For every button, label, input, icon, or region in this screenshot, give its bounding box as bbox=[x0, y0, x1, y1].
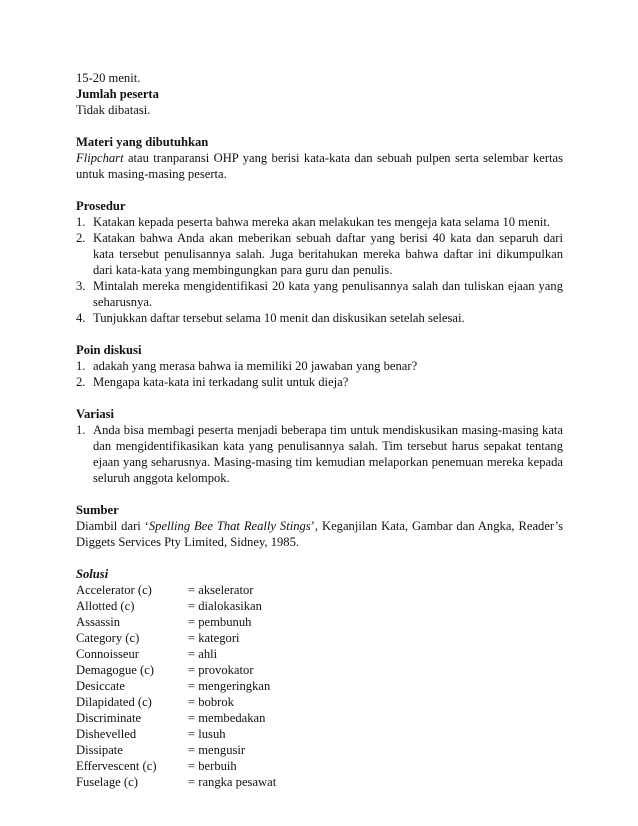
poin-list bbox=[76, 358, 563, 390]
prosedur-heading: Prosedur bbox=[76, 199, 126, 213]
list-text: Tunjukkan daftar tersebut selama 10 menit dan diskusikan setelah selesai. bbox=[93, 311, 465, 325]
solusi-heading: Solusi bbox=[76, 567, 109, 581]
list-number: 2. bbox=[76, 375, 86, 389]
solusi-table bbox=[76, 582, 276, 790]
table-row bbox=[76, 598, 276, 614]
solusi-term: Effervescent (c) bbox=[76, 759, 157, 773]
solusi-meaning: = pembunuh bbox=[188, 615, 252, 629]
table-row bbox=[76, 710, 276, 726]
list-number: 1. bbox=[76, 359, 86, 373]
sumber-text bbox=[76, 518, 563, 550]
solusi-term: Category (c) bbox=[76, 631, 140, 645]
list-item bbox=[76, 310, 563, 326]
solusi-term: Connoisseur bbox=[76, 647, 139, 661]
list-text: adakah yang merasa bahwa ia memiliki 20 jawaban yang benar? bbox=[93, 359, 418, 373]
variasi-list bbox=[76, 422, 563, 486]
list-number: 4. bbox=[76, 311, 86, 325]
solusi-term: Dishevelled bbox=[76, 727, 137, 741]
solusi-meaning: = berbuih bbox=[188, 759, 237, 773]
table-row bbox=[76, 726, 276, 742]
list-text: Mintalah mereka mengidentifikasi 20 kata yang penulisannya salah dan tuliskan ejaan yang seharusnya. bbox=[93, 279, 563, 309]
solusi-meaning: = lusuh bbox=[188, 727, 226, 741]
section-sumber bbox=[76, 502, 563, 550]
table-row bbox=[76, 630, 276, 646]
intro-time: 15-20 menit. bbox=[76, 71, 141, 85]
solusi-term: Discriminate bbox=[76, 711, 142, 725]
materi-heading: Materi yang dibutuhkan bbox=[76, 135, 209, 149]
solusi-term: Assassin bbox=[76, 615, 121, 629]
solusi-term: Desiccate bbox=[76, 679, 125, 693]
solusi-meaning: = akselerator bbox=[188, 583, 254, 597]
table-row bbox=[76, 662, 276, 678]
section-materi bbox=[76, 134, 563, 182]
solusi-meaning: = kategori bbox=[188, 631, 240, 645]
solusi-meaning: = membedakan bbox=[188, 711, 266, 725]
table-row bbox=[76, 646, 276, 662]
solusi-meaning: = ahli bbox=[188, 647, 218, 661]
solusi-meaning: = provokator bbox=[188, 663, 254, 677]
list-text: Anda bisa membagi peserta menjadi beberapa tim untuk mendiskusikan masing-masing kata dan mengidentifikasikan kata yang penulisannya salah. Tim tersebut harus sepakat tentang ejaan yang seharusnya. Masing-masing tim kemudian melaporkan penemuan mereka kepada seluruh anggota kelompok. bbox=[93, 423, 563, 485]
solusi-term: Dilapidated (c) bbox=[76, 695, 152, 709]
prosedur-list bbox=[76, 214, 563, 326]
variasi-heading: Variasi bbox=[76, 407, 115, 421]
table-row bbox=[76, 758, 276, 774]
section-jumlah-peserta bbox=[76, 86, 563, 118]
jumlah-text: Tidak dibatasi. bbox=[76, 103, 151, 117]
list-text: Mengapa kata-kata ini terkadang sulit untuk dieja? bbox=[93, 375, 349, 389]
list-text: Katakan kepada peserta bahwa mereka akan melakukan tes mengeja kata selama 10 menit. bbox=[93, 215, 551, 229]
table-row bbox=[76, 614, 276, 630]
materi-text bbox=[76, 150, 563, 182]
table-row bbox=[76, 774, 276, 790]
list-number: 1. bbox=[76, 423, 86, 437]
section-poin-diskusi bbox=[76, 342, 563, 390]
solusi-term: Demagogue (c) bbox=[76, 663, 154, 677]
list-text: Katakan bahwa Anda akan meberikan sebuah daftar yang berisi 40 kata dan separuh dari kata tersebut penulisannya salah. Juga beritahukan mereka bahwa daftar ini dikumpulkan dari kata-kata yang membingungkan para guru dan penulis. bbox=[93, 231, 563, 277]
poin-heading: Poin diskusi bbox=[76, 343, 142, 357]
table-row bbox=[76, 582, 276, 598]
list-item bbox=[76, 358, 563, 374]
list-item bbox=[76, 214, 563, 230]
list-number: 3. bbox=[76, 279, 86, 293]
materi-italic-lead: Flipchart bbox=[76, 151, 124, 165]
solusi-term: Accelerator (c) bbox=[76, 583, 152, 597]
materi-body: atau tranparansi OHP yang berisi kata-kata dan sebuah pulpen serta selembar kertas untuk masing-masing peserta. bbox=[76, 151, 563, 181]
list-number: 1. bbox=[76, 215, 86, 229]
solusi-meaning: = bobrok bbox=[188, 695, 234, 709]
sumber-italic-title: Spelling Bee That Really Stings bbox=[148, 519, 311, 533]
solusi-term: Allotted (c) bbox=[76, 599, 135, 613]
solusi-meaning: = mengusir bbox=[188, 743, 246, 757]
jumlah-heading: Jumlah peserta bbox=[76, 87, 159, 101]
list-item bbox=[76, 278, 563, 310]
sumber-suffix: ’, Keganjilan Kata, Gambar dan Angka, Reader’s Diggets Services Pty Limited, Sidney, 1985. bbox=[76, 519, 563, 549]
list-number: 2. bbox=[76, 231, 86, 245]
table-row bbox=[76, 694, 276, 710]
section-prosedur bbox=[76, 198, 563, 326]
list-item bbox=[76, 422, 563, 486]
section-variasi bbox=[76, 406, 563, 486]
sumber-heading: Sumber bbox=[76, 503, 119, 517]
table-row bbox=[76, 678, 276, 694]
solusi-meaning: = mengeringkan bbox=[188, 679, 271, 693]
solusi-term: Dissipate bbox=[76, 743, 123, 757]
table-row bbox=[76, 742, 276, 758]
solusi-meaning: = rangka pesawat bbox=[188, 775, 277, 789]
list-item bbox=[76, 230, 563, 278]
list-item bbox=[76, 374, 563, 390]
section-solusi bbox=[76, 566, 563, 790]
solusi-term: Fuselage (c) bbox=[76, 775, 138, 789]
solusi-meaning: = dialokasikan bbox=[188, 599, 262, 613]
sumber-prefix: Diambil dari ‘ bbox=[76, 519, 149, 533]
